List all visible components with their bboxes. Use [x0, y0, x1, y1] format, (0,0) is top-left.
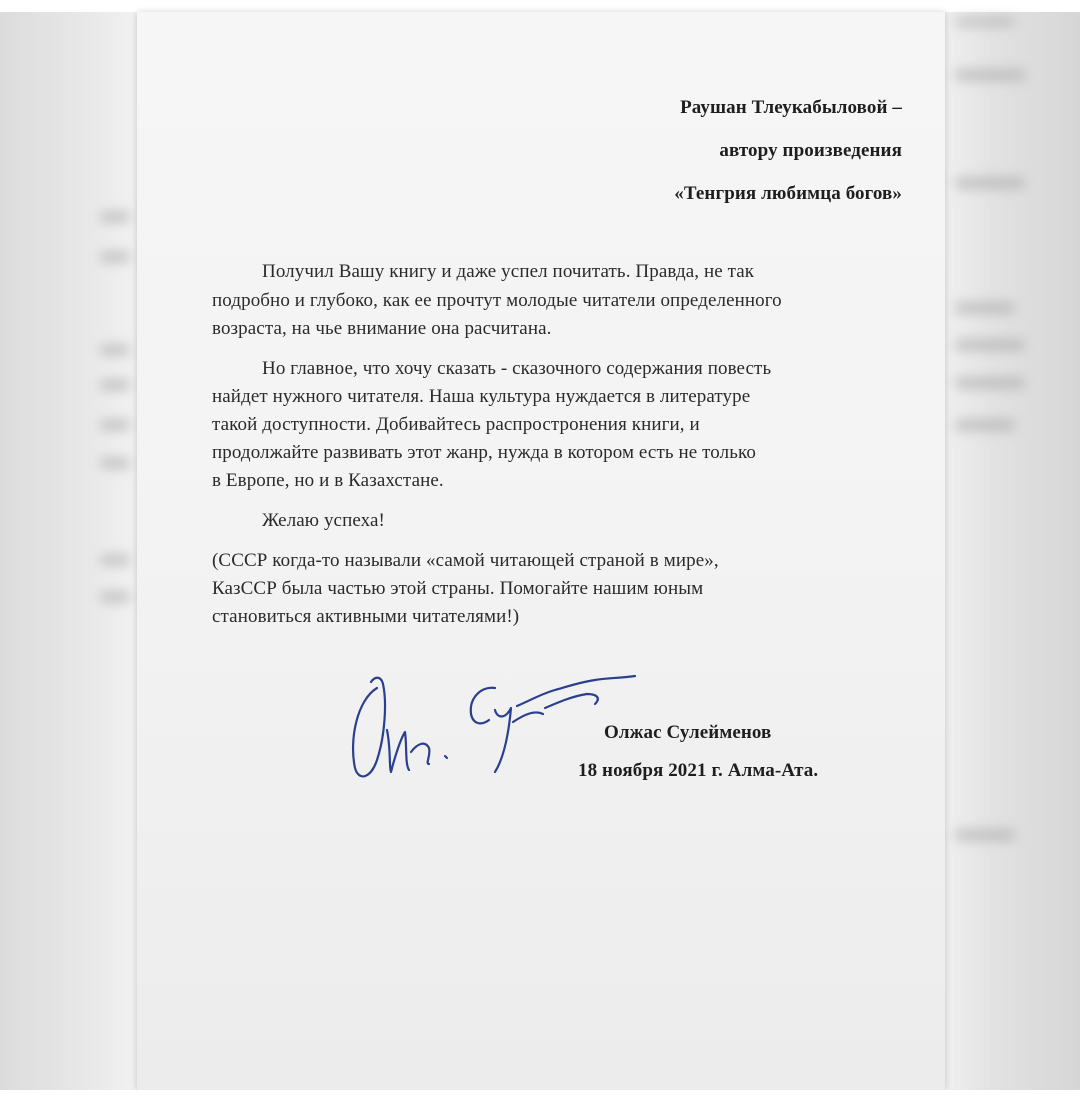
date-and-place: 18 ноября 2021 г. Алма-Ата.	[578, 760, 819, 781]
background-blur-right-1	[955, 18, 1015, 26]
background-blur-right-6	[955, 378, 1025, 388]
background-blur-left-3	[100, 345, 130, 355]
paragraph-2-line-3: такой доступности. Добивайтесь распростронения книги, и	[212, 414, 700, 435]
background-blur-left-2	[100, 252, 130, 262]
background-blur-right-8	[955, 830, 1015, 840]
background-blur-left-5	[100, 420, 130, 430]
background-blur-right-2	[955, 70, 1025, 80]
background-blur-right-4	[955, 303, 1015, 313]
paragraph-2-line-1: Но главное, что хочу сказать - сказочного содержания повесть	[262, 358, 772, 379]
background-blur-left-6	[100, 458, 130, 468]
background-blur-right-7	[955, 420, 1015, 430]
signatory-name: Олжас Сулейменов	[604, 722, 772, 743]
paragraph-1-line-3: возраста, на чье внимание она расчитана.	[212, 318, 552, 339]
background-blur-right-5	[955, 340, 1025, 350]
wish-line: Желаю успеха!	[262, 510, 385, 531]
bottom-border	[0, 1090, 1080, 1101]
top-border	[0, 0, 1080, 12]
addressee-line-2: автору произведения	[719, 140, 902, 161]
addressee-line-3: «Тенгрия любимца богов»	[674, 183, 902, 204]
paragraph-2-line-5: в Европе, но и в Казахстане.	[212, 470, 444, 491]
paragraph-3-line-3: становиться активными читателями!)	[212, 606, 520, 627]
paragraph-1-line-2: подробно и глубоко, как ее прочтут молодые читатели определенного	[212, 290, 782, 311]
paragraph-3-line-1: (СССР когда-то называли «самой читающей страной в мире»,	[212, 550, 719, 571]
paragraph-1-line-1: Получил Вашу книгу и даже успел почитать. Правда, не так	[262, 261, 755, 282]
paragraph-3-line-2: КазССР была частью этой страны. Помогайте нашим юным	[212, 578, 704, 599]
background-blur-left-1	[100, 212, 130, 222]
background-blur-left-8	[100, 592, 130, 602]
background-blur-left-7	[100, 555, 130, 565]
background-blur-right-3	[955, 178, 1025, 188]
addressee-line-1: Раушан Тлеукабыловой –	[680, 97, 902, 118]
background-blur-left-4	[100, 380, 130, 390]
paragraph-2-line-2: найдет нужного читателя. Наша культура нуждается в литературе	[212, 386, 751, 407]
paragraph-2-line-4: продолжайте развивать этот жанр, нужда в котором есть не только	[212, 442, 756, 463]
